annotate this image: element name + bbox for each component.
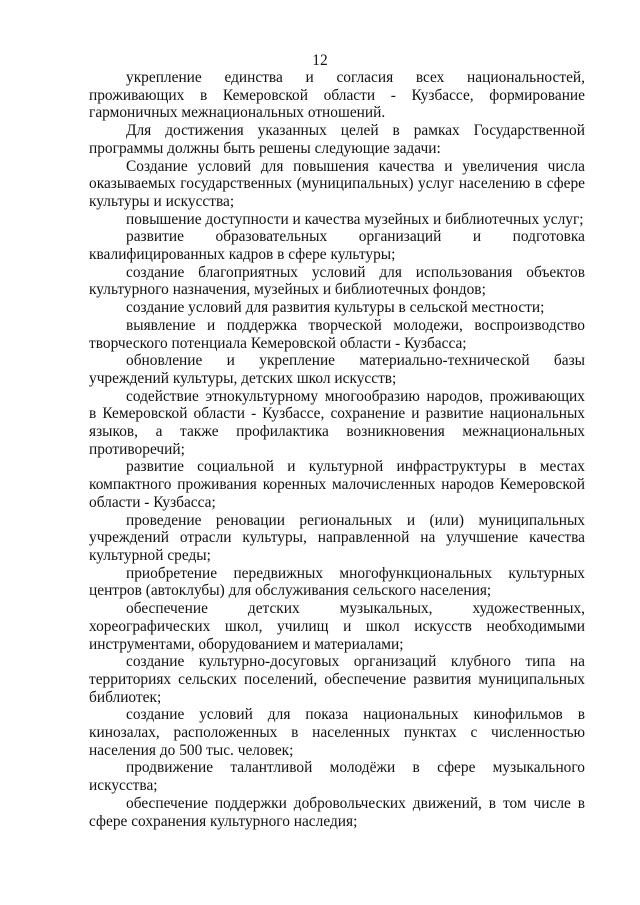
paragraph: развитие социальной и культурной инфраструктуры в местах компактного проживания коренных малочисленных народов Кемеровской области - Кузбасса; [89,458,585,511]
paragraph: продвижение талантливой молодёжи в сфере музыкального искусства; [89,759,585,795]
paragraph: создание культурно-досуговых организаций клубного типа на территориях сельских поселений, обеспечение развития муниципальных библиотек; [89,653,585,706]
paragraph: Для достижения указанных целей в рамках Государственной программы должны быть решены следующие задачи: [89,122,585,157]
paragraph: обеспечение поддержки добровольческих движений, в том числе в сфере сохранения культурного наследия; [89,794,585,830]
paragraph: обеспечение детских музыкальных, художественных, хореографических школ, училищ и школ искусств необходимыми инструментами, оборудованием и материалами; [89,600,585,653]
page-body [89,69,585,830]
paragraph: создание благоприятных условий для использования объектов культурного назначения, музейных и библиотечных фондов; [89,263,585,299]
paragraph: укрепление единства и согласия всех национальностей, проживающих в Кемеровской области - Кузбассе, формирование гармоничных межнациональных отношений. [89,69,585,122]
page-number: 12 [312,52,328,69]
paragraph: Создание условий для повышения качества и увеличения числа оказываемых государственных (муниципальных) услуг населению в сфере культуры и искусства; [89,157,585,210]
paragraph: приобретение передвижных многофункциональных культурных центров (автоклубы) для обслуживания сельского населения; [89,564,585,600]
paragraph: развитие образовательных организаций и подготовка квалифицированных кадров в сфере культуры; [89,228,585,264]
paragraph: создание условий для показа национальных кинофильмов в кинозалах, расположенных в населенных пунктах с численностью населения до 500 тыс. человек; [89,706,585,759]
paragraph: проведение реновации региональных и (или) муниципальных учреждений отрасли культуры, направленной на улучшение качества культурной среды; [89,511,585,564]
paragraph: создание условий для развития культуры в сельской местности; [126,299,545,317]
paragraph: выявление и поддержка творческой молодежи, воспроизводство творческого потенциала Кемеровской области - Кузбасса; [89,316,585,352]
paragraph: содействие этнокультурному многообразию народов, проживающих в Кемеровской области - Кузбассе, сохранение и развитие национальных языков, а также профилактика возникновения межнациональных противоречий; [89,387,585,458]
paragraph: обновление и укрепление материально-технической базы учреждений культуры, детских школ искусств; [89,352,585,387]
paragraph: повышение доступности и качества музейных и библиотечных услуг; [126,210,584,228]
